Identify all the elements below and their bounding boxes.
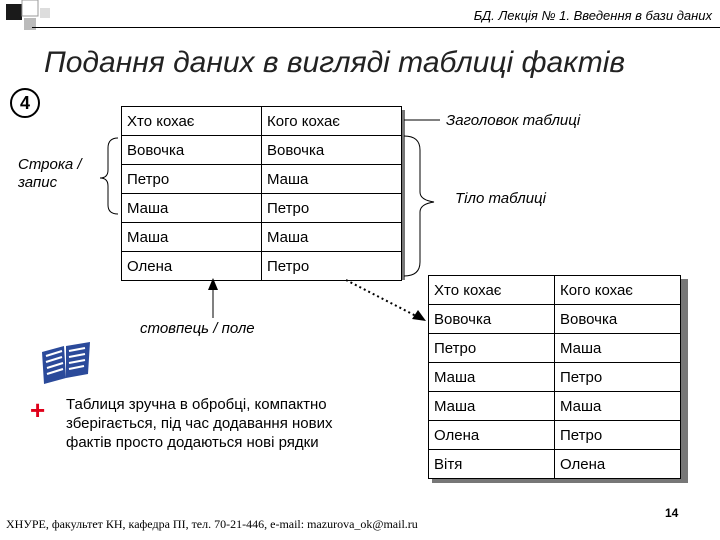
table-row: [429, 334, 681, 363]
table-row: [429, 450, 681, 479]
table-header-cell: Хто кохає: [429, 276, 555, 305]
table-cell: Вітя: [429, 450, 555, 479]
table-cell: Маша: [122, 194, 262, 223]
table-cell: Маша: [262, 223, 402, 252]
table-cell: Олена: [122, 252, 262, 281]
table-cell: Петро: [555, 421, 681, 450]
table-row: [429, 392, 681, 421]
header-title: БД. Лекція № 1. Введення в бази даних: [473, 8, 712, 23]
plus-icon: +: [30, 395, 46, 425]
table-cell: Петро: [122, 165, 262, 194]
table-cell: Маша: [555, 334, 681, 363]
table-cell: Олена: [555, 450, 681, 479]
header-label: Заголовок таблиці: [446, 112, 581, 129]
table-header-row: [429, 276, 681, 305]
table-row: [429, 363, 681, 392]
table-cell: Вовочка: [555, 305, 681, 334]
table-row: [429, 421, 681, 450]
table-cell: Вовочка: [262, 136, 402, 165]
table-cell: Вовочка: [122, 136, 262, 165]
slide-number-badge: 4: [10, 88, 40, 118]
row-label: Строка / запис: [18, 156, 82, 191]
table-cell: Маша: [429, 392, 555, 421]
table-cell: Петро: [262, 252, 402, 281]
table-cell: Петро: [262, 194, 402, 223]
book-icon: [38, 338, 94, 388]
table-cell: Петро: [429, 334, 555, 363]
slide-title: Подання даних в вигляді таблиці фактів: [44, 46, 626, 79]
facts-table-2: [428, 275, 681, 479]
table-cell: Маша: [122, 223, 262, 252]
table-cell: Олена: [429, 421, 555, 450]
body-label: Тіло таблиці: [455, 190, 546, 207]
page-number: 14: [665, 506, 679, 520]
table-row: [429, 305, 681, 334]
table-header-cell: Хто кохає: [122, 107, 262, 136]
table-cell: Маша: [555, 392, 681, 421]
table-header-cell: Кого кохає: [262, 107, 402, 136]
footer-text: ХНУРЕ, факультет КН, кафедра ПІ, тел. 70-21-446, e-mail: mazurova_ok@mail.ru: [6, 517, 418, 531]
table-cell: Вовочка: [429, 305, 555, 334]
column-label: стовпець / поле: [140, 320, 255, 337]
advantage-note: Таблиця зручна в обробці, компактно зберігається, під час додавання нових фактів просто додаються нові рядки: [66, 396, 333, 451]
table-cell: Маша: [262, 165, 402, 194]
table-cell: Маша: [429, 363, 555, 392]
table-header-cell: Кого кохає: [555, 276, 681, 305]
table-cell: Петро: [555, 363, 681, 392]
